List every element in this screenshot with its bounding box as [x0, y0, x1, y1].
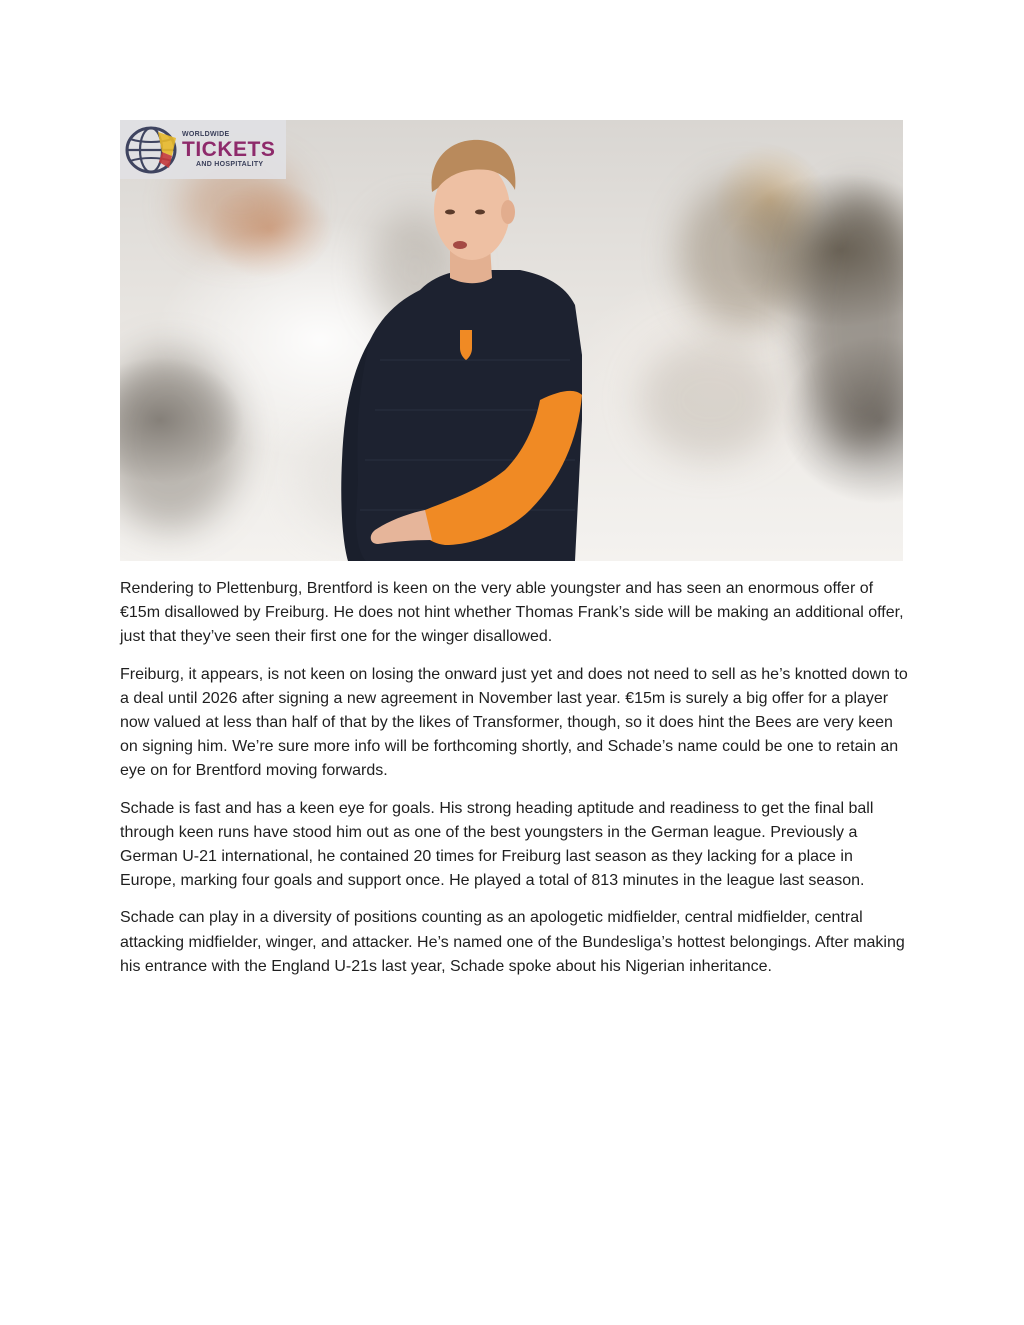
player-figure [120, 120, 903, 561]
logo-line-hospitality: AND HOSPITALITY [196, 161, 264, 168]
player-photo [120, 120, 903, 561]
article-paragraph-3: Schade is fast and has a keen eye for goals. His strong heading aptitude and readiness to get the final ball through keen runs have stood him out as one of the best youngsters in the German league. Previously a German U-21 international, he contained 20 times for Freiburg last season as they lacking for a place in Europe, marking four goals and support once. He played a total of 813 minutes in the league last season. [120, 799, 874, 890]
logo-line-tickets: TICKETS [182, 138, 276, 161]
logo-badge [120, 120, 286, 179]
article-paragraph-4: Schade can play in a diversity of positions counting as an apologetic midfielder, central midfielder, central attacking midfielder, winger, and attacker. He’s named one of the Bundesliga’s hottest belongings. After making his entrance with the England U-21s last year, Schade spoke about his Nigerian inheritance. [120, 909, 905, 975]
article-body [120, 577, 910, 992]
logo-line-worldwide: WORLDWIDE [182, 131, 230, 138]
article-paragraph-2: Freiburg, it appears, is not keen on losing the onward just yet and does not need to sell as he’s knotted down to a deal until 2026 after signing a new agreement in November last year. €15m is surely a big offer for a player now valued at less than half of that by the likes of Transformer, though, so it does hint the Bees are very keen on signing him. We’re sure more info will be forthcoming shortly, and Schade’s name could be one to retain an eye on for Brentford moving forwards. [120, 665, 908, 780]
article-paragraph-1: Rendering to Plettenburg, Brentford is keen on the very able youngster and has seen an enormous offer of €15m disallowed by Freiburg. He does not hint whether Thomas Frank’s side will be making an additional offer, just that they’ve seen their first one for the winger disallowed. [120, 580, 904, 646]
globe-icon [122, 124, 180, 176]
